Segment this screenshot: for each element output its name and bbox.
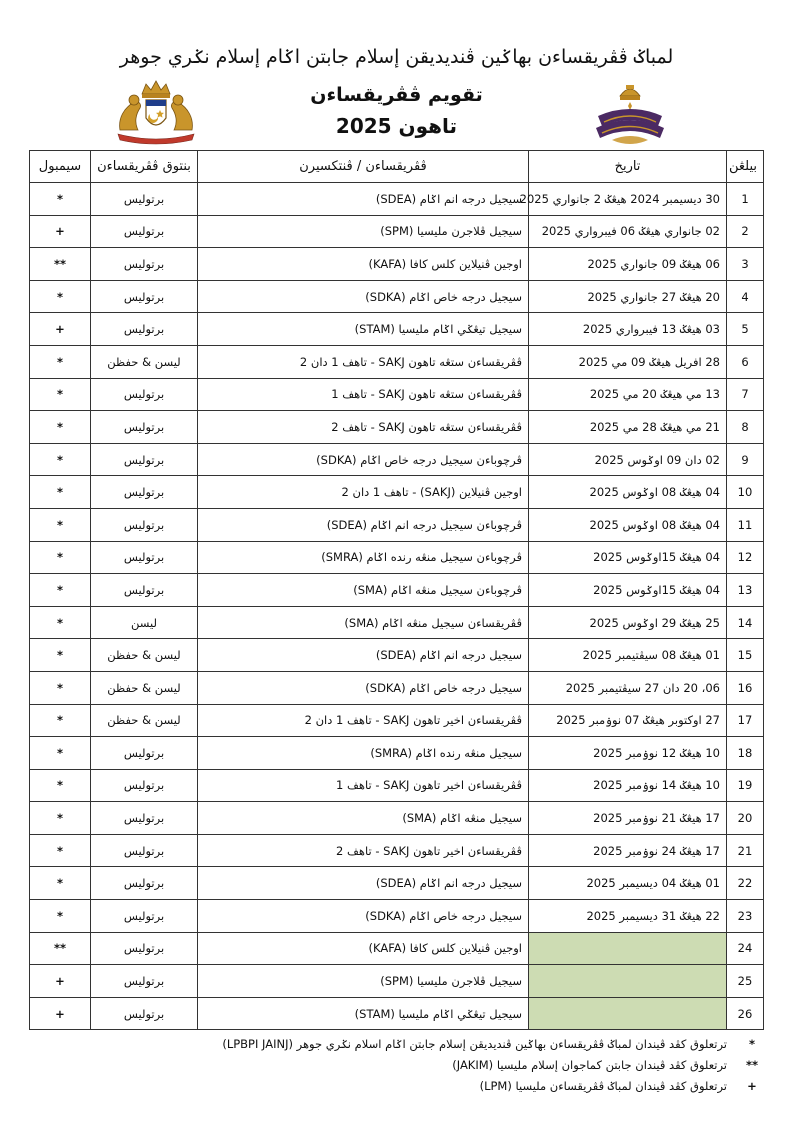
cell-date bbox=[529, 965, 727, 998]
cell-format: برتوليس bbox=[91, 476, 198, 509]
cell-symbol: * bbox=[30, 183, 91, 216]
cell-format: برتوليس bbox=[91, 443, 198, 476]
table-row bbox=[30, 997, 764, 1030]
cell-date: 28 افريل هيڠݢ 09 مي 2025 bbox=[529, 345, 727, 378]
table-row bbox=[30, 248, 764, 281]
cell-symbol: * bbox=[30, 737, 91, 770]
cell-exam: ڤرچوباءن سيجيل درجه انم اݢام (SDEA) bbox=[198, 508, 529, 541]
cell-format: برتوليس bbox=[91, 932, 198, 965]
cell-symbol: * bbox=[30, 508, 91, 541]
cell-date bbox=[529, 932, 727, 965]
cell-symbol: * bbox=[30, 900, 91, 933]
cell-symbol: * bbox=[30, 704, 91, 737]
cell-symbol: * bbox=[30, 541, 91, 574]
table-row bbox=[30, 671, 764, 704]
table-header-row bbox=[30, 151, 764, 183]
cell-number: 1 bbox=[727, 183, 764, 216]
cell-format: ليسن bbox=[91, 606, 198, 639]
cell-date: 02 دان 09 اوݢوس 2025 bbox=[529, 443, 727, 476]
cell-format: برتوليس bbox=[91, 867, 198, 900]
cell-symbol: * bbox=[30, 769, 91, 802]
cell-exam: سيجيل منڠه رنده اݢام (SMRA) bbox=[198, 737, 529, 770]
cell-exam: ڤڤريقساءن سيجيل منڠه اݢام (SMA) bbox=[198, 606, 529, 639]
cell-date: 20 هيڠݢ 27 جانواري 2025 bbox=[529, 280, 727, 313]
cell-symbol: ** bbox=[30, 932, 91, 965]
cell-number: 14 bbox=[727, 606, 764, 639]
table-row bbox=[30, 704, 764, 737]
cell-number: 26 bbox=[727, 997, 764, 1030]
cell-symbol: * bbox=[30, 280, 91, 313]
table-row bbox=[30, 378, 764, 411]
table-row bbox=[30, 867, 764, 900]
table-row bbox=[30, 574, 764, 607]
table-row bbox=[30, 639, 764, 672]
header-exam: ڤڤريقساءن / ڤنتكسيرن bbox=[198, 151, 529, 183]
cell-format: برتوليس bbox=[91, 313, 198, 346]
footnote-text: ترتعلوق كڤد ڤيندان لمباݢ ڤڤريقساءن مليسيا (LPM) bbox=[479, 1078, 727, 1093]
cell-date: 03 هيڠݢ 13 فيبرواري 2025 bbox=[529, 313, 727, 346]
footnote-mark: * bbox=[748, 1036, 755, 1051]
table-row bbox=[30, 476, 764, 509]
cell-exam: ڤڤريقساءن اخير تاهون SAKJ - تاهف 1 دان 2 bbox=[198, 704, 529, 737]
cell-date: 06، 20 دان 27 سيڤتيمبر 2025 bbox=[529, 671, 727, 704]
cell-format: ليسن & حفظن bbox=[91, 345, 198, 378]
header-symbol: سيمبول bbox=[30, 151, 91, 183]
cell-symbol: * bbox=[30, 476, 91, 509]
table-row bbox=[30, 802, 764, 835]
cell-symbol: * bbox=[30, 867, 91, 900]
table-row bbox=[30, 834, 764, 867]
cell-number: 24 bbox=[727, 932, 764, 965]
cell-format: برتوليس bbox=[91, 411, 198, 444]
cell-date: 10 هيڠݢ 12 نوۏمبر 2025 bbox=[529, 737, 727, 770]
cell-date: 02 جانواري هيڠݢ 06 فيبرواري 2025 bbox=[529, 215, 727, 248]
cell-symbol: * bbox=[30, 574, 91, 607]
footnote-mark: ** bbox=[745, 1057, 759, 1072]
document-title-calendar: تقويم ڤڤريقساءن bbox=[310, 84, 483, 106]
cell-number: 10 bbox=[727, 476, 764, 509]
cell-format: برتوليس bbox=[91, 280, 198, 313]
table-row bbox=[30, 932, 764, 965]
cell-exam: ڤڤريقساءن ستڠه تاهون SAKJ - تاهف 2 bbox=[198, 411, 529, 444]
cell-format: برتوليس bbox=[91, 508, 198, 541]
cell-format: برتوليس bbox=[91, 378, 198, 411]
cell-exam: اوجين ڤنيلاين كلس كافا (KAFA) bbox=[198, 932, 529, 965]
footnote-lpm bbox=[29, 1075, 763, 1096]
cell-exam: ڤڤريقساءن اخير تاهون SAKJ - تاهف 2 bbox=[198, 834, 529, 867]
cell-exam: ڤڤريقساءن ستڠه تاهون SAKJ - تاهف 1 bbox=[198, 378, 529, 411]
cell-date: 17 هيڠݢ 21 نوۏمبر 2025 bbox=[529, 802, 727, 835]
cell-date: 04 هيڠݢ 08 اوݢوس 2025 bbox=[529, 508, 727, 541]
table-row bbox=[30, 900, 764, 933]
cell-symbol: * bbox=[30, 345, 91, 378]
cell-number: 13 bbox=[727, 574, 764, 607]
cell-symbol: * bbox=[30, 443, 91, 476]
cell-number: 2 bbox=[727, 215, 764, 248]
cell-symbol: ** bbox=[30, 248, 91, 281]
footnotes bbox=[29, 1033, 763, 1096]
cell-number: 3 bbox=[727, 248, 764, 281]
cell-number: 6 bbox=[727, 345, 764, 378]
cell-exam: اوجين ڤنيلاين كلس كافا (KAFA) bbox=[198, 248, 529, 281]
table-row bbox=[30, 345, 764, 378]
table-row bbox=[30, 313, 764, 346]
cell-exam: سيجيل تيڠݢي اݢام مليسيا (STAM) bbox=[198, 313, 529, 346]
cell-exam: سيجيل منڠه اݢام (SMA) bbox=[198, 802, 529, 835]
cell-exam: ڤڤريقساءن اخير تاهون SAKJ - تاهف 1 bbox=[198, 769, 529, 802]
cell-symbol: + bbox=[30, 215, 91, 248]
table-row bbox=[30, 215, 764, 248]
cell-date bbox=[529, 997, 727, 1030]
cell-date: 01 هيڠݢ 08 سيڤتيمبر 2025 bbox=[529, 639, 727, 672]
cell-format: برتوليس bbox=[91, 900, 198, 933]
footnote-text: ترتعلوق كڤد ڤيندان لمباݢ ڤڤريقساءن بهاݢين ڤنديديقن إسلام جابتن اݢام اسلام نݢري جوهر (LPBPI JAINJ) bbox=[222, 1036, 727, 1051]
table-body bbox=[30, 183, 764, 1030]
cell-format: برتوليس bbox=[91, 183, 198, 216]
cell-symbol: + bbox=[30, 965, 91, 998]
cell-date: 25 هيڠݢ 29 اوݢوس 2025 bbox=[529, 606, 727, 639]
cell-exam: سيجيل تيڠݢي اݢام مليسيا (STAM) bbox=[198, 997, 529, 1030]
cell-format: برتوليس bbox=[91, 215, 198, 248]
cell-number: 20 bbox=[727, 802, 764, 835]
cell-number: 22 bbox=[727, 867, 764, 900]
document-title-institution: لمباݢ ڤڤريقساءن بهاݢين ڤنديديقن إسلام جابتن اݢام إسلام نݢري جوهر bbox=[119, 46, 674, 68]
cell-symbol: * bbox=[30, 606, 91, 639]
header-date: تاريخ bbox=[529, 151, 727, 183]
cell-date: 13 مي هيڠݢ 20 مي 2025 bbox=[529, 378, 727, 411]
cell-format: برتوليس bbox=[91, 541, 198, 574]
cell-symbol: * bbox=[30, 411, 91, 444]
cell-symbol: * bbox=[30, 802, 91, 835]
cell-symbol: * bbox=[30, 671, 91, 704]
table-row bbox=[30, 443, 764, 476]
cell-exam: ڤرچوباءن سيجيل منڠه اݢام (SMA) bbox=[198, 574, 529, 607]
cell-date: 04 هيڠݢ 15اوݢوس 2025 bbox=[529, 574, 727, 607]
cell-format: ليسن & حفظن bbox=[91, 639, 198, 672]
header-number: بيلڠن bbox=[727, 151, 764, 183]
cell-number: 17 bbox=[727, 704, 764, 737]
cell-exam: ڤرچوباءن سيجيل درجه خاص اݢام (SDKA) bbox=[198, 443, 529, 476]
cell-symbol: * bbox=[30, 378, 91, 411]
cell-exam: سيجيل ڤلاجرن مليسيا (SPM) bbox=[198, 965, 529, 998]
cell-number: 19 bbox=[727, 769, 764, 802]
footnote-mark: + bbox=[747, 1078, 757, 1093]
cell-format: برتوليس bbox=[91, 248, 198, 281]
cell-exam: سيجيل درجه خاص اݢام (SDKA) bbox=[198, 900, 529, 933]
footnote-jakim bbox=[29, 1054, 763, 1075]
cell-format: برتوليس bbox=[91, 769, 198, 802]
cell-symbol: + bbox=[30, 997, 91, 1030]
footnote-text: ترتعلوق كڤد ڤيندان جابتن كماجوان إسلام مليسيا (JAKIM) bbox=[452, 1057, 727, 1072]
cell-exam: سيجيل درجه انم اݢام (SDEA) bbox=[198, 183, 529, 216]
cell-format: برتوليس bbox=[91, 834, 198, 867]
cell-number: 5 bbox=[727, 313, 764, 346]
cell-number: 4 bbox=[727, 280, 764, 313]
cell-exam: ڤڤريقساءن ستڠه تاهون SAKJ - تاهف 1 دان 2 bbox=[198, 345, 529, 378]
table-row bbox=[30, 965, 764, 998]
table-row bbox=[30, 606, 764, 639]
cell-date: 30 ديسيمبر 2024 هيڠݢ 2 جانواري 2025 bbox=[529, 183, 727, 216]
table-row bbox=[30, 411, 764, 444]
cell-number: 23 bbox=[727, 900, 764, 933]
cell-exam: سيجيل درجه انم اݢام (SDEA) bbox=[198, 639, 529, 672]
cell-exam: اوجين ڤنيلاين (SAKJ) - تاهف 1 دان 2 bbox=[198, 476, 529, 509]
footnote-lpbpi bbox=[29, 1033, 763, 1054]
cell-number: 7 bbox=[727, 378, 764, 411]
cell-number: 12 bbox=[727, 541, 764, 574]
cell-date: 17 هيڠݢ 24 نوۏمبر 2025 bbox=[529, 834, 727, 867]
exam-schedule-table bbox=[29, 150, 764, 1030]
cell-number: 21 bbox=[727, 834, 764, 867]
cell-date: 22 هيڠݢ 31 ديسيمبر 2025 bbox=[529, 900, 727, 933]
table-row bbox=[30, 737, 764, 770]
cell-number: 11 bbox=[727, 508, 764, 541]
cell-symbol: * bbox=[30, 639, 91, 672]
cell-date: 01 هيڠݢ 04 ديسيمبر 2025 bbox=[529, 867, 727, 900]
cell-date: 04 هيڠݢ 15اوݢوس 2025 bbox=[529, 541, 727, 574]
table-row bbox=[30, 541, 764, 574]
cell-format: برتوليس bbox=[91, 737, 198, 770]
cell-symbol: + bbox=[30, 313, 91, 346]
document-title-year: تاهون 2025 bbox=[335, 114, 458, 138]
table-row bbox=[30, 183, 764, 216]
cell-number: 9 bbox=[727, 443, 764, 476]
cell-number: 25 bbox=[727, 965, 764, 998]
cell-date: 27 اوكتوبر هيڠݢ 07 نوۏمبر 2025 bbox=[529, 704, 727, 737]
cell-format: ليسن & حفظن bbox=[91, 671, 198, 704]
cell-format: برتوليس bbox=[91, 574, 198, 607]
cell-date: 10 هيڠݢ 14 نوۏمبر 2025 bbox=[529, 769, 727, 802]
cell-date: 06 هيڠݢ 09 جانواري 2025 bbox=[529, 248, 727, 281]
table-row bbox=[30, 508, 764, 541]
cell-format: برتوليس bbox=[91, 997, 198, 1030]
cell-format: برتوليس bbox=[91, 965, 198, 998]
cell-date: 04 هيڠݢ 08 اوݢوس 2025 bbox=[529, 476, 727, 509]
cell-format: برتوليس bbox=[91, 802, 198, 835]
cell-number: 16 bbox=[727, 671, 764, 704]
cell-number: 8 bbox=[727, 411, 764, 444]
cell-number: 18 bbox=[727, 737, 764, 770]
cell-symbol: * bbox=[30, 834, 91, 867]
cell-exam: سيجيل درجه انم اݢام (SDEA) bbox=[198, 867, 529, 900]
header-format: بنتوق ڤڤريقساءن bbox=[91, 151, 198, 183]
cell-number: 15 bbox=[727, 639, 764, 672]
cell-exam: سيجيل درجه خاص اݢام (SDKA) bbox=[198, 280, 529, 313]
cell-exam: سيجيل ڤلاجرن مليسيا (SPM) bbox=[198, 215, 529, 248]
cell-format: ليسن & حفظن bbox=[91, 704, 198, 737]
cell-date: 21 مي هيڠݢ 28 مي 2025 bbox=[529, 411, 727, 444]
cell-exam: سيجيل درجه خاص اݢام (SDKA) bbox=[198, 671, 529, 704]
table-row bbox=[30, 280, 764, 313]
cell-exam: ڤرچوباءن سيجيل منڠه رنده اݢام (SMRA) bbox=[198, 541, 529, 574]
table-row bbox=[30, 769, 764, 802]
